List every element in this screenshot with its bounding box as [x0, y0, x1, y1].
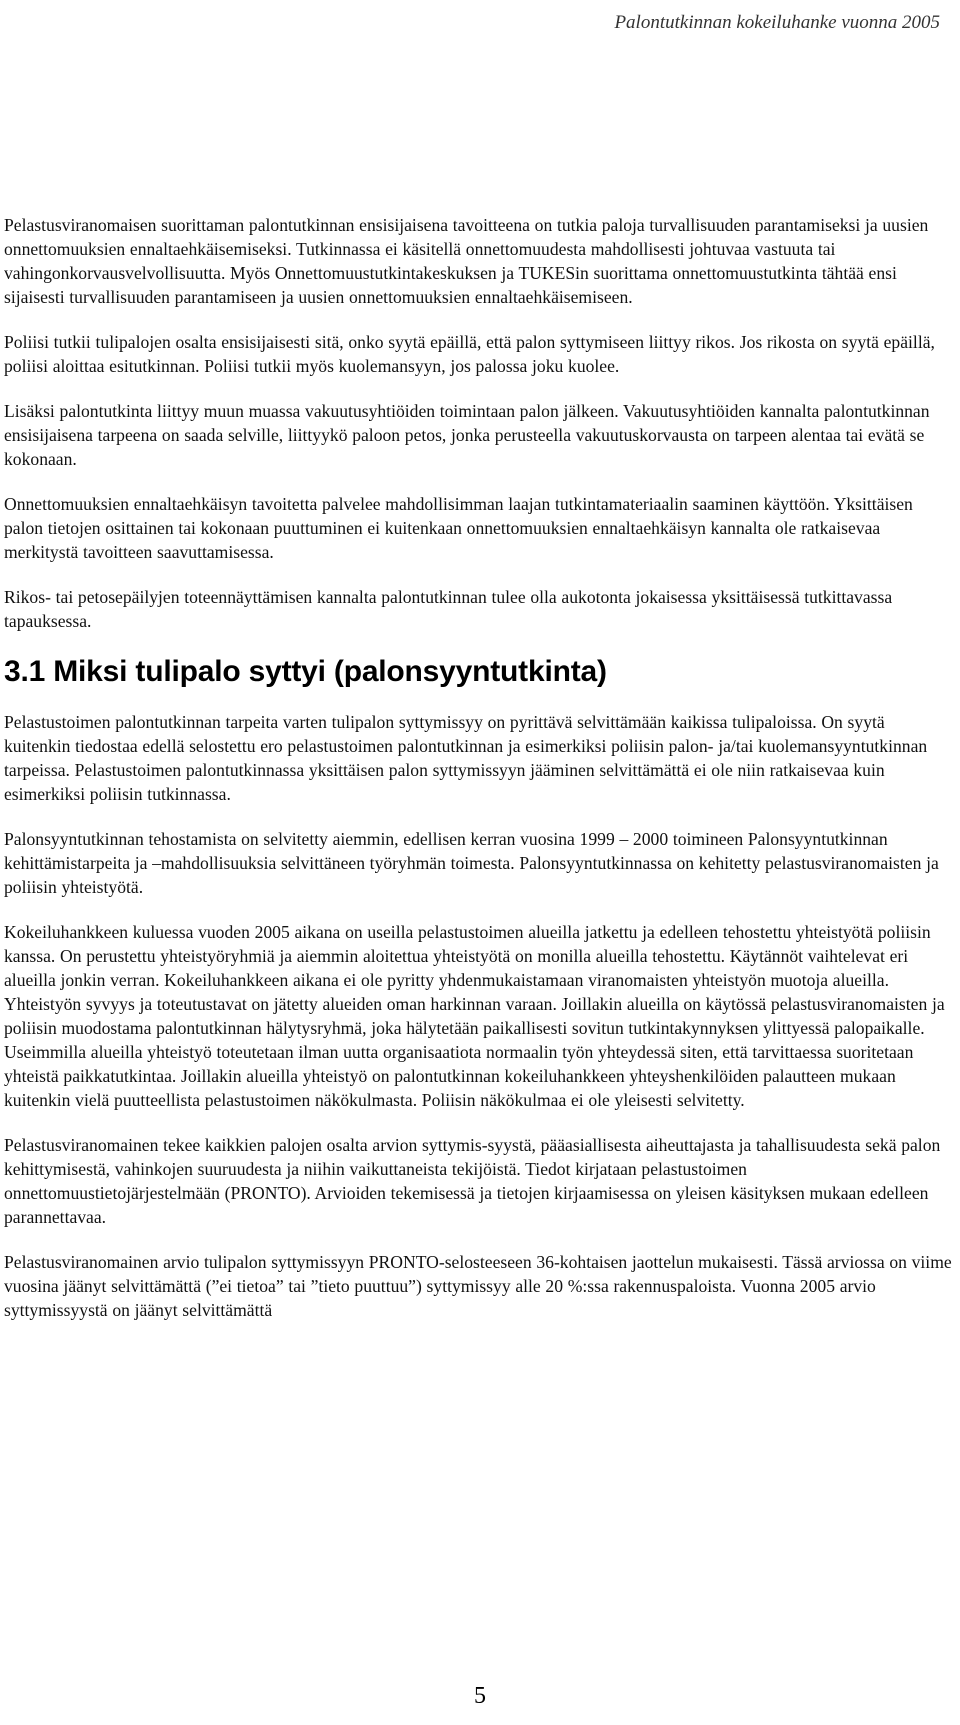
running-header: Palontutkinnan kokeiluhanke vuonna 2005: [614, 12, 940, 33]
paragraph-prevention: Onnettomuuksien ennaltaehkäisyn tavoitetta palvelee mahdollisimman laajan tutkintamateriaalin saaminen käyttöön. Yksittäisen palon tietojen osittainen tai kokonaan puuttuminen ei kuitenkaan onnettomuuksien ennaltaehkäisyn kannalta ole ratkaisevaa merkitystä tavoitteen saavuttamisessa.: [4, 494, 913, 562]
paragraph-purpose: Pelastusviranomaisen suorittaman palontutkinnan ensisijaisena tavoitteena on tutkia paloja turvallisuuden parantamiseksi ja uusien onnettomuuksien ennaltaehkäisemiseksi. Tutkinnassa ei käsitellä onnettomuudesta mahdollisesti johtuvaa vastuuta tai vahingonkorvausvelvollisuutta. Myös Onnettomuustutkintakeskuksen ja TUKESin suorittama onnettomuustutkinta tähtää ensi sijaisesti turvallisuuden parantamiseen ja uusien onnettomuuksien ennaltaehkäisemiseen.: [4, 215, 929, 307]
paragraph-cause-needs: Pelastustoimen palontutkinnan tarpeita varten tulipalon syttymissyy on pyrittävä selvittämään kaikissa tulipaloissa. On syytä kuitenkin tiedostaa edellä selostettu ero pelastustoimen palontutkinnan ja esimerkiksi poliisin palon- ja/tai kuolemansyyntutkinnan tarpeissa. Pelastustoimen palontutkinnassa yksittäisen palon syttymissyyn jääminen selvittämättä ei ole niin ratkaisevaa kuin esimerkiksi poliisin tutkinnassa.: [4, 712, 928, 804]
section-heading: 3.1 Miksi tulipalo syttyi (palonsyyntutkinta): [4, 655, 607, 688]
paragraph-history: Palonsyyntutkinnan tehostamista on selvitetty aiemmin, edellisen kerran vuosina 1999 – 2000 toimineen Palonsyyntutkinnan kehittämistarpeita ja –mahdollisuuksia selvittäneen työryhmän toimesta. Palonsyyntutkinnassa on kehitetty pelastusviranomaisten ja poliisin yhteistyötä.: [4, 829, 939, 897]
paragraph-crime-suspicion: Rikos- tai petosepäilyjen toteennäyttämisen kannalta palontutkinnan tulee olla aukotonta jokaisessa yksittäisessä tutkittavassa tapauksessa.: [4, 587, 893, 631]
paragraph-assessment: Pelastusviranomainen tekee kaikkien palojen osalta arvion syttymis-syystä, pääasiallisesta aiheuttajasta ja tahallisuudesta sekä palon kehittymisestä, vahinkojen suuruudesta ja niihin vaikuttaneista tekijöistä. Tiedot kirjataan pelastustoimen onnettomuustietojärjestelmään (PRONTO). Arvioiden tekemisessä ja tietojen kirjaamisessa on yleisen käsityksen mukaan edelleen parannettavaa.: [4, 1135, 941, 1227]
paragraph-cooperation: Kokeiluhankkeen kuluessa vuoden 2005 aikana on useilla pelastustoimen alueilla jatkettu ja edelleen tehostettu yhteistyötä poliisin kanssa. On perustettu yhteistyöryhmiä ja aiemmin aloitettua yhteistyötä on monilla alueilla tehostettu. Käytännöt vaihtelevat eri alueilla jonkin verran. Kokeiluhankkeen aikana ei ole pyritty yhdenmukaistamaan viranomaisten yhteistyön muotoja alueilla. Yhteistyön syvyys ja toteutustavat on jätetty alueiden oman harkinnan varaan. Joillakin alueilla on käytössä pelastusviranomaisten ja poliisin muodostama palontutkinnan hälytysryhmä, joka hälytetään paikallisesti sovitun tutkintakynnyksen ylittyessä palopaikalle. Useimmilla alueilla yhteistyö toteutetaan ilman uutta organisaatiota normaalin työn yhteydessä siten, että tarvittaessa suoritetaan yhteistä paikkatutkintaa. Joillakin alueilla yhteistyö on palontutkinnan kokeiluhankkeen yhteyshenkilöiden palautteen mukaan kuitenkin vielä puutteellista pelastustoimen näkökulmasta. Poliisin näkökulmaa ei ole yleisesti selvitetty.: [4, 922, 945, 1110]
paragraph-police: Poliisi tutkii tulipalojen osalta ensisijaisesti sitä, onko syytä epäillä, että palon syttymiseen liittyy rikos. Jos rikosta on syytä epäillä, poliisi aloittaa esitutkinnan. Poliisi tutkii myös kuolemansyyn, jos palossa joku kuolee.: [4, 332, 935, 376]
document-body: [4, 213, 954, 1343]
paragraph-pronto: Pelastusviranomainen arvio tulipalon syttymissyyn PRONTO-selosteeseen 36-kohtaisen jaottelun mukaisesti. Tässä arviossa on viime vuosina jäänyt selvittämättä (”ei tietoa” tai ”tieto puuttuu”) syttymissyy alle 20 %:ssa rakennuspaloista. Vuonna 2005 arvio syttymissyystä on jäänyt selvittämättä: [4, 1252, 952, 1320]
page-number: 5: [474, 1683, 486, 1709]
paragraph-insurance: Lisäksi palontutkinta liittyy muun muassa vakuutusyhtiöiden toimintaan palon jälkeen. Vakuutusyhtiöiden kannalta palontutkinnan ensisijaisena tarpeena on saada selville, liittyykö paloon petos, jonka perusteella vakuutuskorvausta on tarpeen alentaa tai evätä se kokonaan.: [4, 401, 930, 469]
